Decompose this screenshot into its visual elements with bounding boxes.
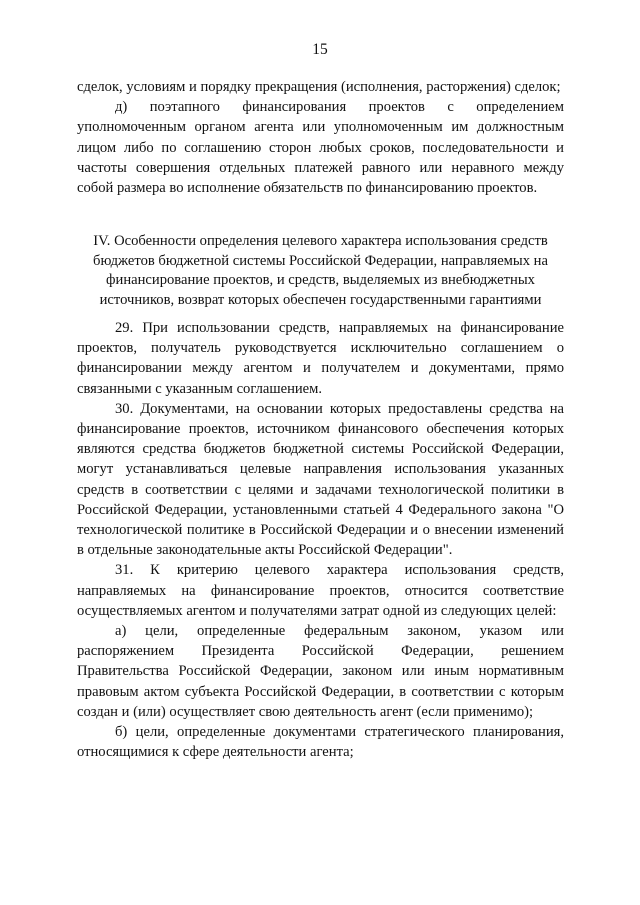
paragraph-31-a: а) цели, определенные федеральным законом, указом или распоряжением Президента Российской Федерации, решением Правительства Российской Федерации, законом или иным нормативным правовым актом субъекта Российской Федерации, в соответствии с которым создан и (или) осуществляет свою деятельность агент (если применимо); [77,623,564,720]
paragraph-31: 31. К критерию целевого характера использования средств, направляемых на финансирование проектов, относится соответствие осуществляемых агентом и получателями затрат одной из следующих целей: [77,562,564,619]
paragraph-30: 30. Документами, на основании которых предоставлены средства на финансирование проектов, источником финансового обеспечения которых являются средства бюджетов бюджетной системы Российской Федерации, могут устанавливаться целевые направления использования указанных средств в соответствии с целями и задачами технологической политики в Российской Федерации, установленными статьей 4 Федерального закона "О технологической политике в Российской Федерации и о внесении изменений в отдельные законодательные акты Российской Федерации". [77,400,564,559]
paragraph-31-b: б) цели, определенные документами стратегического планирования, относящимися к сфере деятельности агента; [77,724,564,761]
page-number: 15 [312,41,328,58]
text-block-top [77,77,564,198]
section-heading: IV. Особенности определения целевого характера использования средств бюджетов бюджетной системы Российской Федерации, направляемых на финансирование проектов, и средств, выделяемых из внебюджетных источников, возврат которых обеспечен государственными гарантиями [93,233,548,308]
paragraph-continuation: сделок, условиям и порядку прекращения (исполнения, расторжения) сделок; [77,79,561,95]
text-block-main [77,318,564,762]
paragraph-item-d: д) поэтапного финансирования проектов с определением уполномоченным органом агента или уполномоченным им должностным лицом либо по соглашению сторон любых сроков, последовательности и частоты совершения отдельных платежей равного или неравного между собой размера во исполнение обязательств по финансированию проектов. [77,99,564,197]
paragraph-29: 29. При использовании средств, направляемых на финансирование проектов, получатель руководствуется исключительно соглашением о финансировании между агентом и получателем и документами, прямо связанными с указанным соглашением. [77,320,564,397]
